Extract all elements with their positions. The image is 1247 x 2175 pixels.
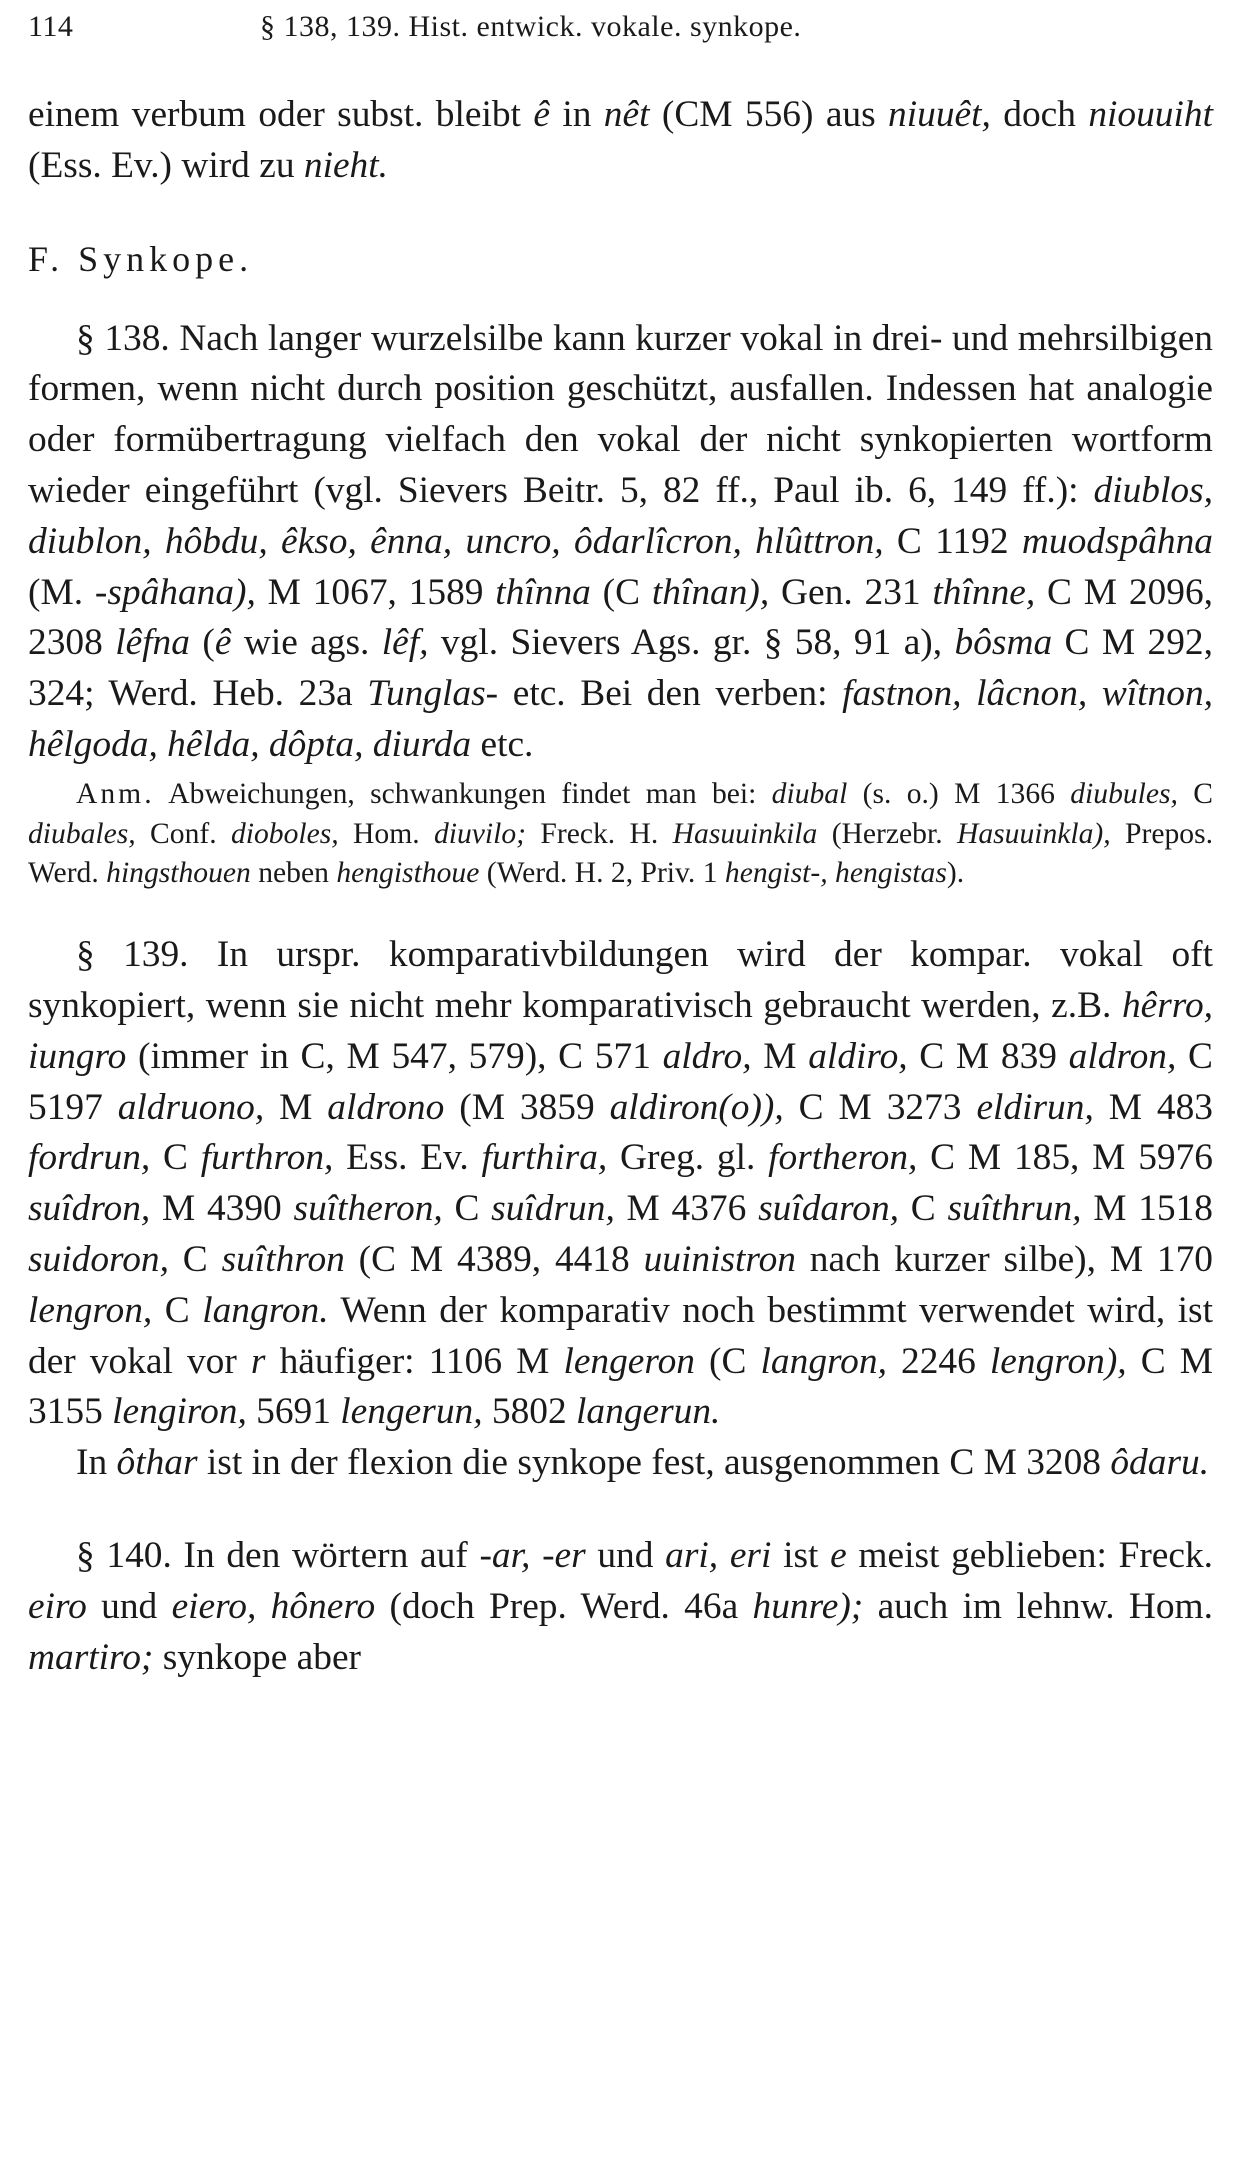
paragraph-138: § 138. Nach langer wurzelsilbe kann kurzer vokal in drei- und mehrsilbigen formen, wenn nicht durch position geschützt, ausfallen. Indessen hat analogie oder formübertragung vielfach den vokal der nicht synkopierten wortform wieder eingeführt (vgl. Sievers Beitr. 5, 82 ff., Paul ib. 6, 149 ff.): diublos, diublon, hôbdu, êkso, ênna, uncro, ôdarlîcron, hlûttron, C 1192 muodspâhna (M. -spâhana), M 1067, 1589 thînna (C thînan), Gen. 231 thînne, C M 2096, 2308 lêfna (ê wie ags. lêf, vgl. Sievers Ags. gr. § 58, 91 a), bôsma C M 292, 324; Werd. Heb. 23a Tunglas- etc. Bei den verben: fastnon, lâcnon, wîtnon, hêlgoda, hêlda, dôpta, diurda etc. — [28, 317, 1213, 765]
section-heading: F. Synkope. — [28, 238, 254, 279]
anmerkung-label: Anm. — [76, 777, 155, 810]
page-number: 114 — [28, 10, 74, 43]
paragraph-139: § 139. In urspr. komparativbildungen wird der kompar. vokal oft synkopiert, wenn sie nicht mehr komparativisch gebraucht werden, z.B. hêrro, iungro (immer in C, M 547, 579), C 571 aldro, M aldiro, C M 839 aldron, C 5197 aldruono, M aldrono (M 3859 aldiron(o)), C M 3273 eldirun, M 483 fordrun, C furthron, Ess. Ev. furthira, Greg. gl. fortheron, C M 185, M 5976 suîdron, M 4390 suîtheron, C suîdrun, M 4376 suîdaron, C suîthrun, M 1518 suidoron, C suîthron (C M 4389, 4418 uuinistron nach kurzer silbe), M 170 lengron, C langron. Wenn der komparativ noch bestimmt verwendet wird, ist der vokal vor r häufiger: 1106 M lengeron (C langron, 2246 lengron), C M 3155 lengiron, 5691 lengerun, 5802 langerun. — [28, 934, 1213, 1433]
intro-paragraph: einem verbum oder subst. bleibt ê in nêt (CM 556) aus niuuêt, doch niouuiht (Ess. Ev.) wird zu nieht. — [28, 94, 1213, 186]
page-body — [28, 90, 1213, 1683]
othar-paragraph: In ôthar ist in der flexion die synkope fest, ausgenommen C M 3208 ôdaru. — [76, 1442, 1210, 1484]
paragraph-140: § 140. In den wörtern auf -ar, -er und ari, eri ist e meist geblieben: Freck. eiro und eiero, hônero (doch Prep. Werd. 46a hunre); auch im lehnw. Hom. martiro; synkope aber — [28, 1534, 1214, 1678]
page-header — [28, 10, 1213, 50]
running-title: § 138, 139. Hist. entwick. vokale. synkope. — [260, 10, 802, 43]
anmerkung-note: Anm. Abweichungen, schwankungen findet man bei: diubal (s. o.) M 1366 diubules, C diubales, Conf. dioboles, Hom. diuvilo; Freck. H. Hasuuinkila (Herzebr. Hasuuinkla), Prepos. Werd. hingsthouen neben hengisthoue (Werd. H. 2, Priv. 1 hengist-, hengistas). — [28, 777, 1213, 890]
